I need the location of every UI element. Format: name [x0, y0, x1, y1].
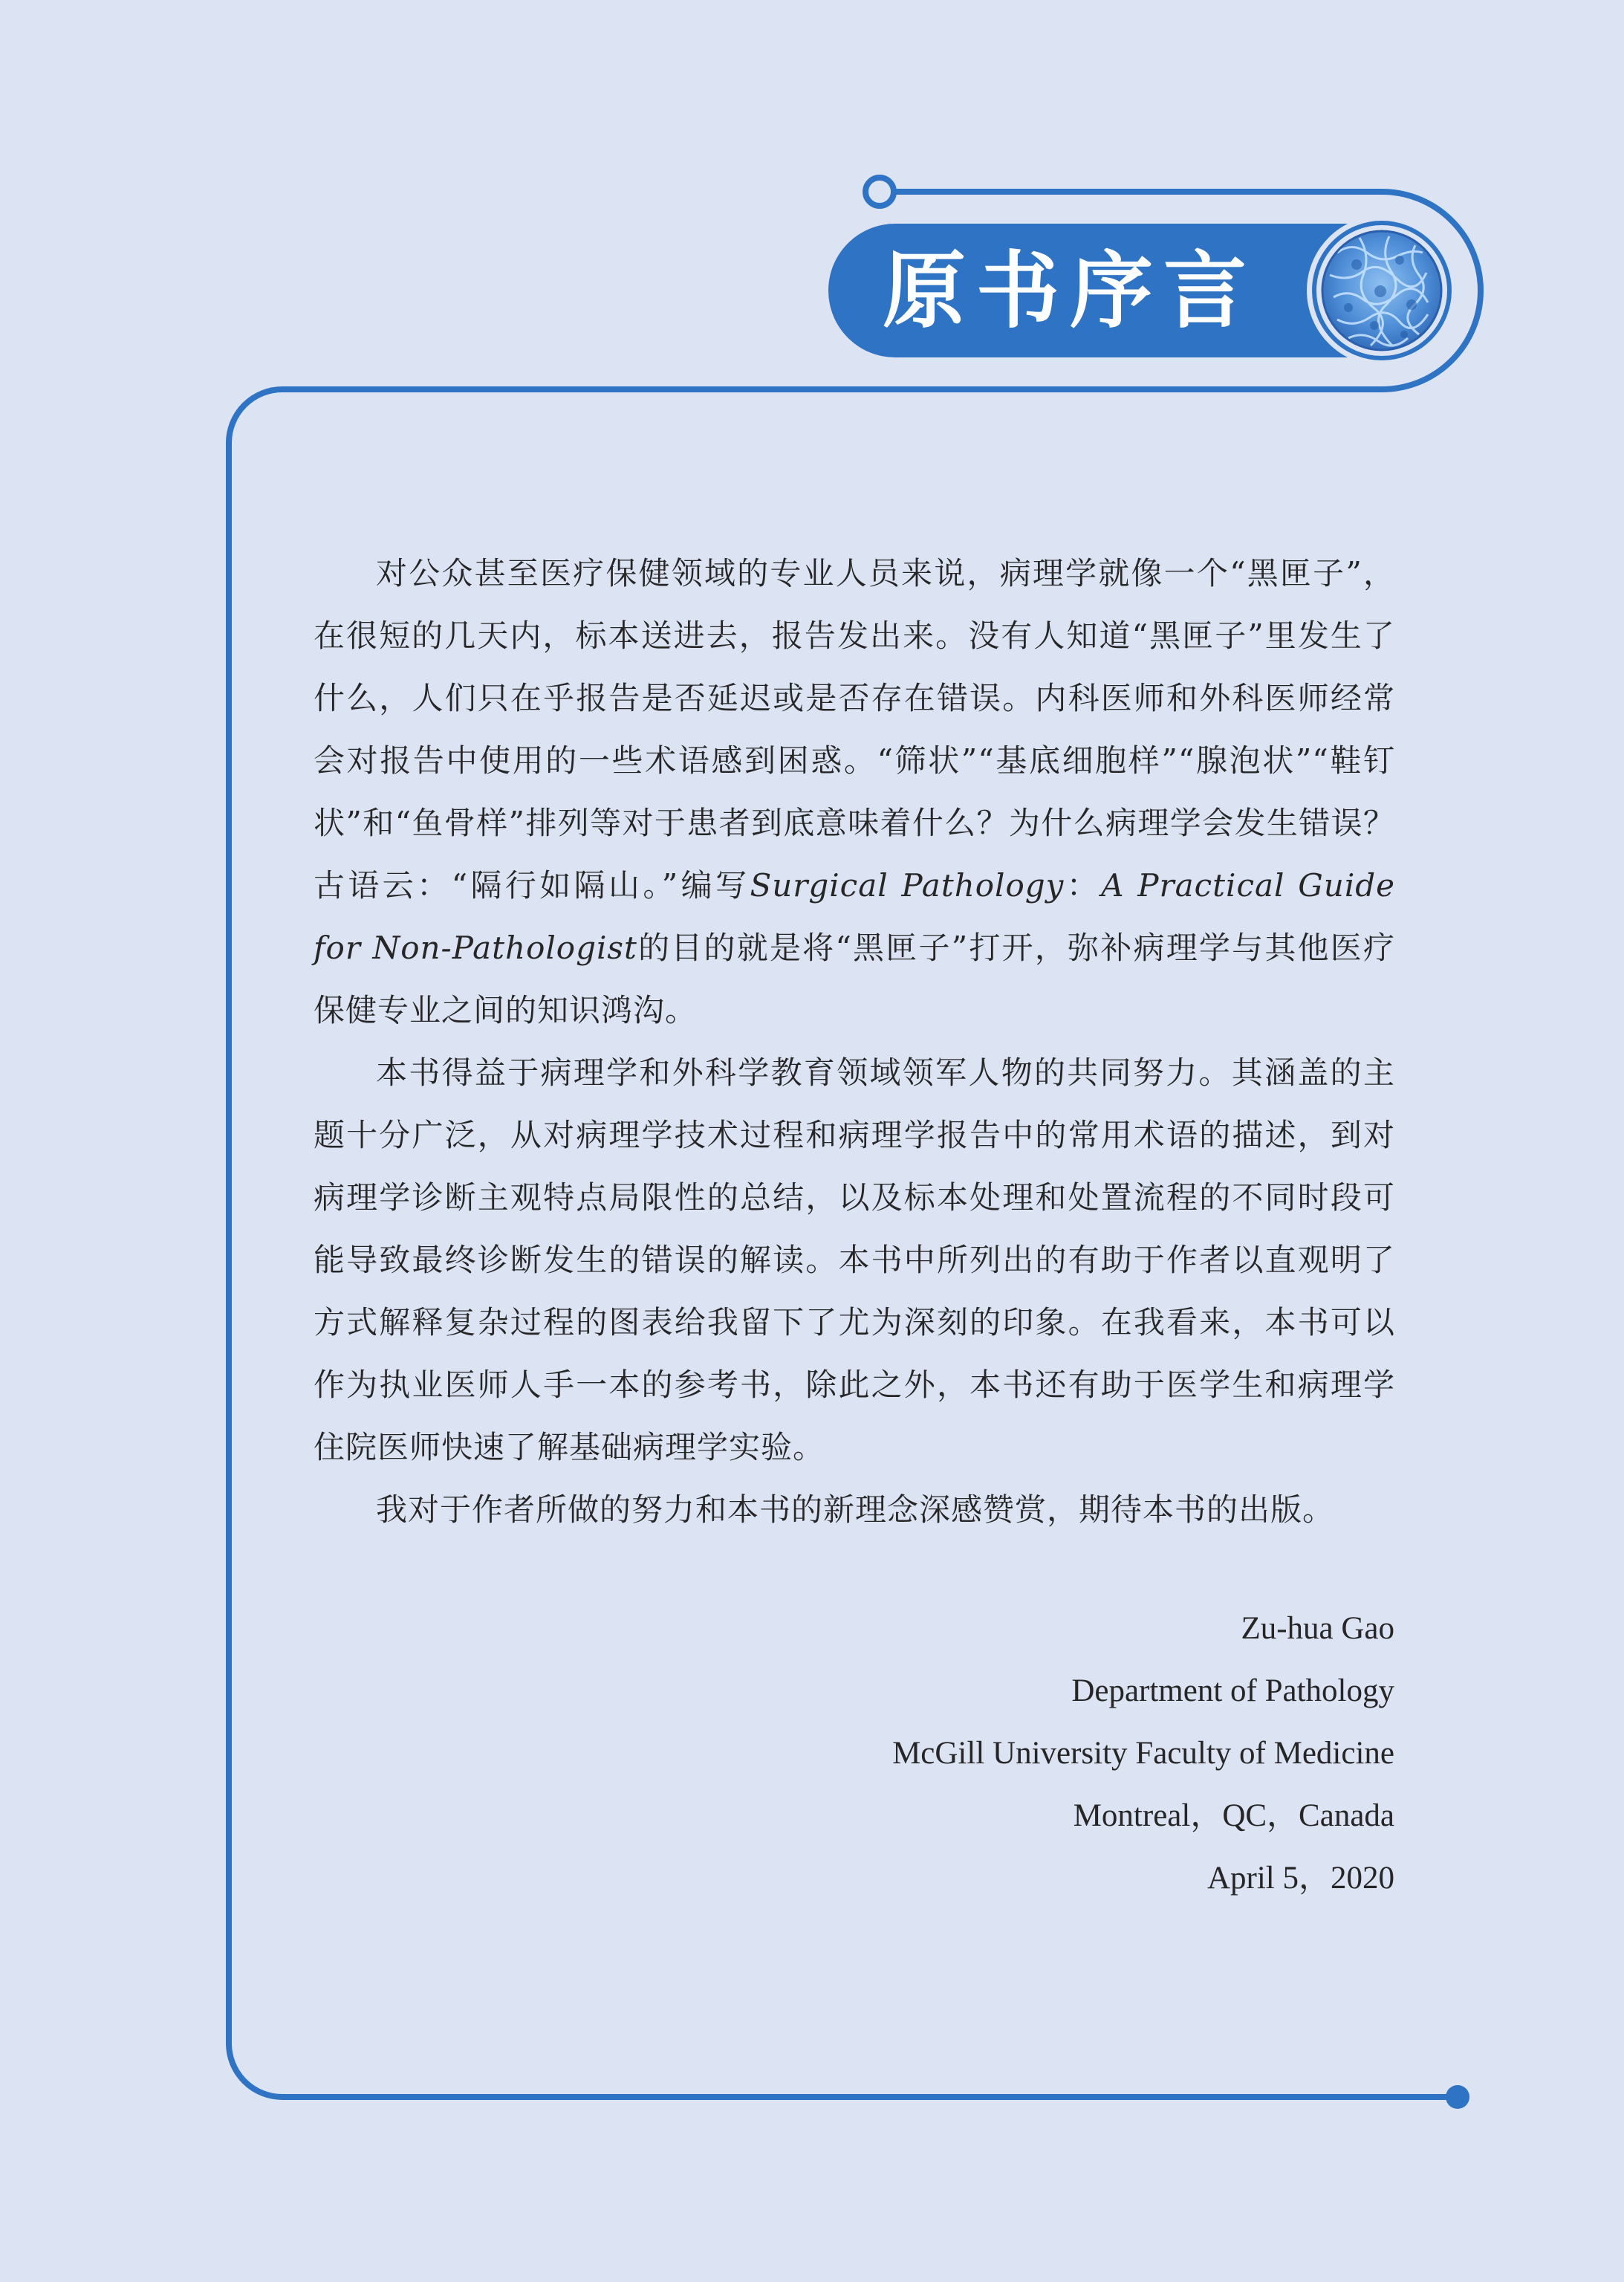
paragraph-1-text-b: 的目的就是将“黑匣子”打开，弥补病理学与其他医疗保健专业之间的知识鸿沟。	[314, 930, 1395, 1028]
signature-institution: McGill University Faculty of Medicine	[892, 1736, 1394, 1771]
frame-start-ring	[865, 178, 894, 206]
signature-department: Department of Pathology	[1071, 1673, 1394, 1708]
microscopic-cells-icon	[1307, 215, 1457, 366]
frame-end-dot	[1446, 2085, 1469, 2109]
page-title: 原书序言	[883, 243, 1257, 340]
signature-name: Zu-hua Gao	[1241, 1611, 1394, 1646]
signature-location: Montreal，QC，Canada	[1073, 1798, 1394, 1833]
paragraph-1	[314, 542, 1395, 1042]
preface-body	[314, 542, 1395, 1541]
paragraph-3: 我对于作者所做的努力和本书的新理念深感赞赏，期待本书的出版。	[376, 1491, 1335, 1528]
paragraph-1-text-a: 对公众甚至医疗保健领域的专业人员来说，病理学就像一个“黑匣子”，在很短的几天内，标本送进去，报告发出来。没有人知道“黑匣子”里发生了什么，人们只在乎报告是否延迟或是否存在错误。内科医师和外科医师经常会对报告中使用的一些术语感到困惑。“筛状”“基底细胞样”“腺泡状”“鞋钉状”和“鱼骨样”排列等对于患者到底意味着什么？为什么病理学会发生错误？古语云：“隔行如隔山。”编写	[314, 555, 1395, 904]
paragraph-2: 本书得益于病理学和外科学教育领域领军人物的共同努力。其涵盖的主题十分广泛，从对病理学技术过程和病理学报告中的常用术语的描述，到对病理学诊断主观特点局限性的总结，以及标本处理和处置流程的不同时段可能导致最终诊断发生的错误的解读。本书中所列出的有助于作者以直观明了方式解释复杂过程的图表给我留下了尤为深刻的印象。在我看来，本书可以作为执业医师人手一本的参考书，除此之外，本书还有助于医学生和病理学住院医师快速了解基础病理学实验。	[314, 1054, 1395, 1465]
book-title-colon: ：	[1064, 867, 1102, 904]
book-title-main: Surgical Pathology	[750, 867, 1065, 904]
signature-block	[892, 1598, 1394, 1910]
signature-date: April 5，2020	[1206, 1861, 1394, 1896]
book-title-subtitle: A Practical Guide for Non-Pathologist	[314, 867, 1395, 966]
